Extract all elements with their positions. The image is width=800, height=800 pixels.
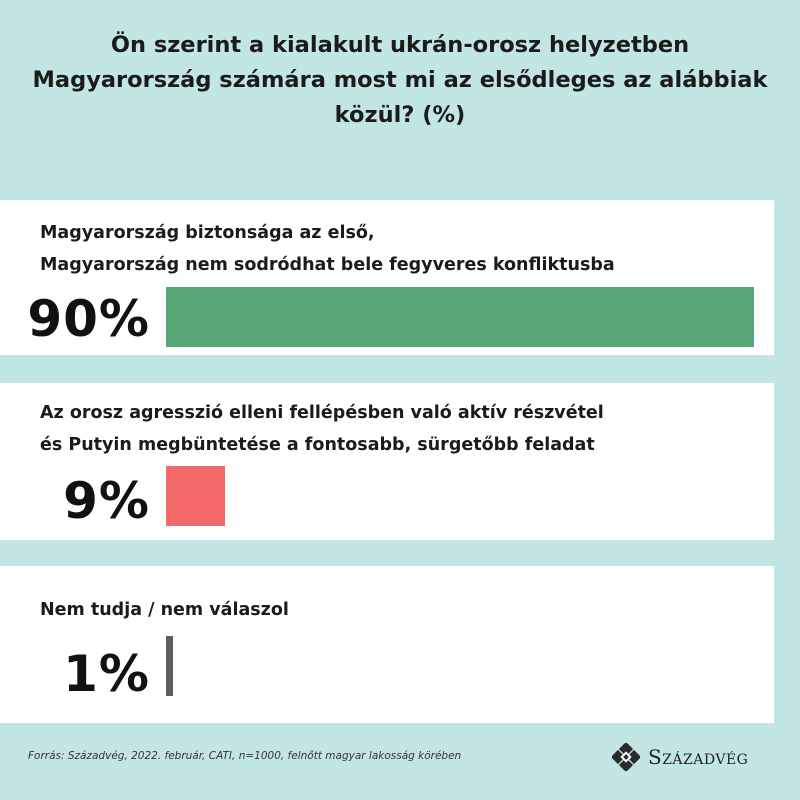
answer-panel-3 [0, 566, 774, 723]
category-label-line: Nem tudja / nem válaszol [40, 600, 289, 620]
answer-panel-1 [0, 200, 774, 355]
value-label: 1% [63, 645, 150, 703]
value-label: 9% [63, 472, 150, 530]
value-label: 90% [27, 290, 150, 348]
chart-title [20, 28, 780, 133]
title-line: Ön szerint a kialakult ukrán-orosz helyzetben [110, 32, 690, 58]
category-label-line: és Putyin megbüntetése a fontosabb, sürgetőbb feladat [40, 435, 595, 455]
diamond-knot-icon [612, 743, 640, 771]
bar [166, 287, 754, 347]
source-note: Forrás: Századvég, 2022. február, CATI, n=1000, felnőtt magyar lakosság körében [28, 750, 462, 762]
title-line: Magyarország számára most mi az elsődleges az alábbiak [32, 67, 768, 93]
publisher-logo [612, 740, 748, 774]
title-line: közül? (%) [334, 102, 466, 128]
category-label-line: Az orosz agresszió elleni fellépésben való aktív részvétel [40, 403, 604, 423]
bar [166, 466, 225, 526]
category-label [40, 217, 615, 281]
category-label [40, 594, 289, 626]
category-label-line: Magyarország nem sodródhat bele fegyveres konfliktusba [40, 255, 615, 275]
category-label-line: Magyarország biztonsága az első, [40, 223, 375, 243]
bar [166, 636, 173, 696]
logo-text: Századvég [648, 745, 749, 769]
category-label [40, 397, 604, 461]
answer-panel-2 [0, 383, 774, 540]
